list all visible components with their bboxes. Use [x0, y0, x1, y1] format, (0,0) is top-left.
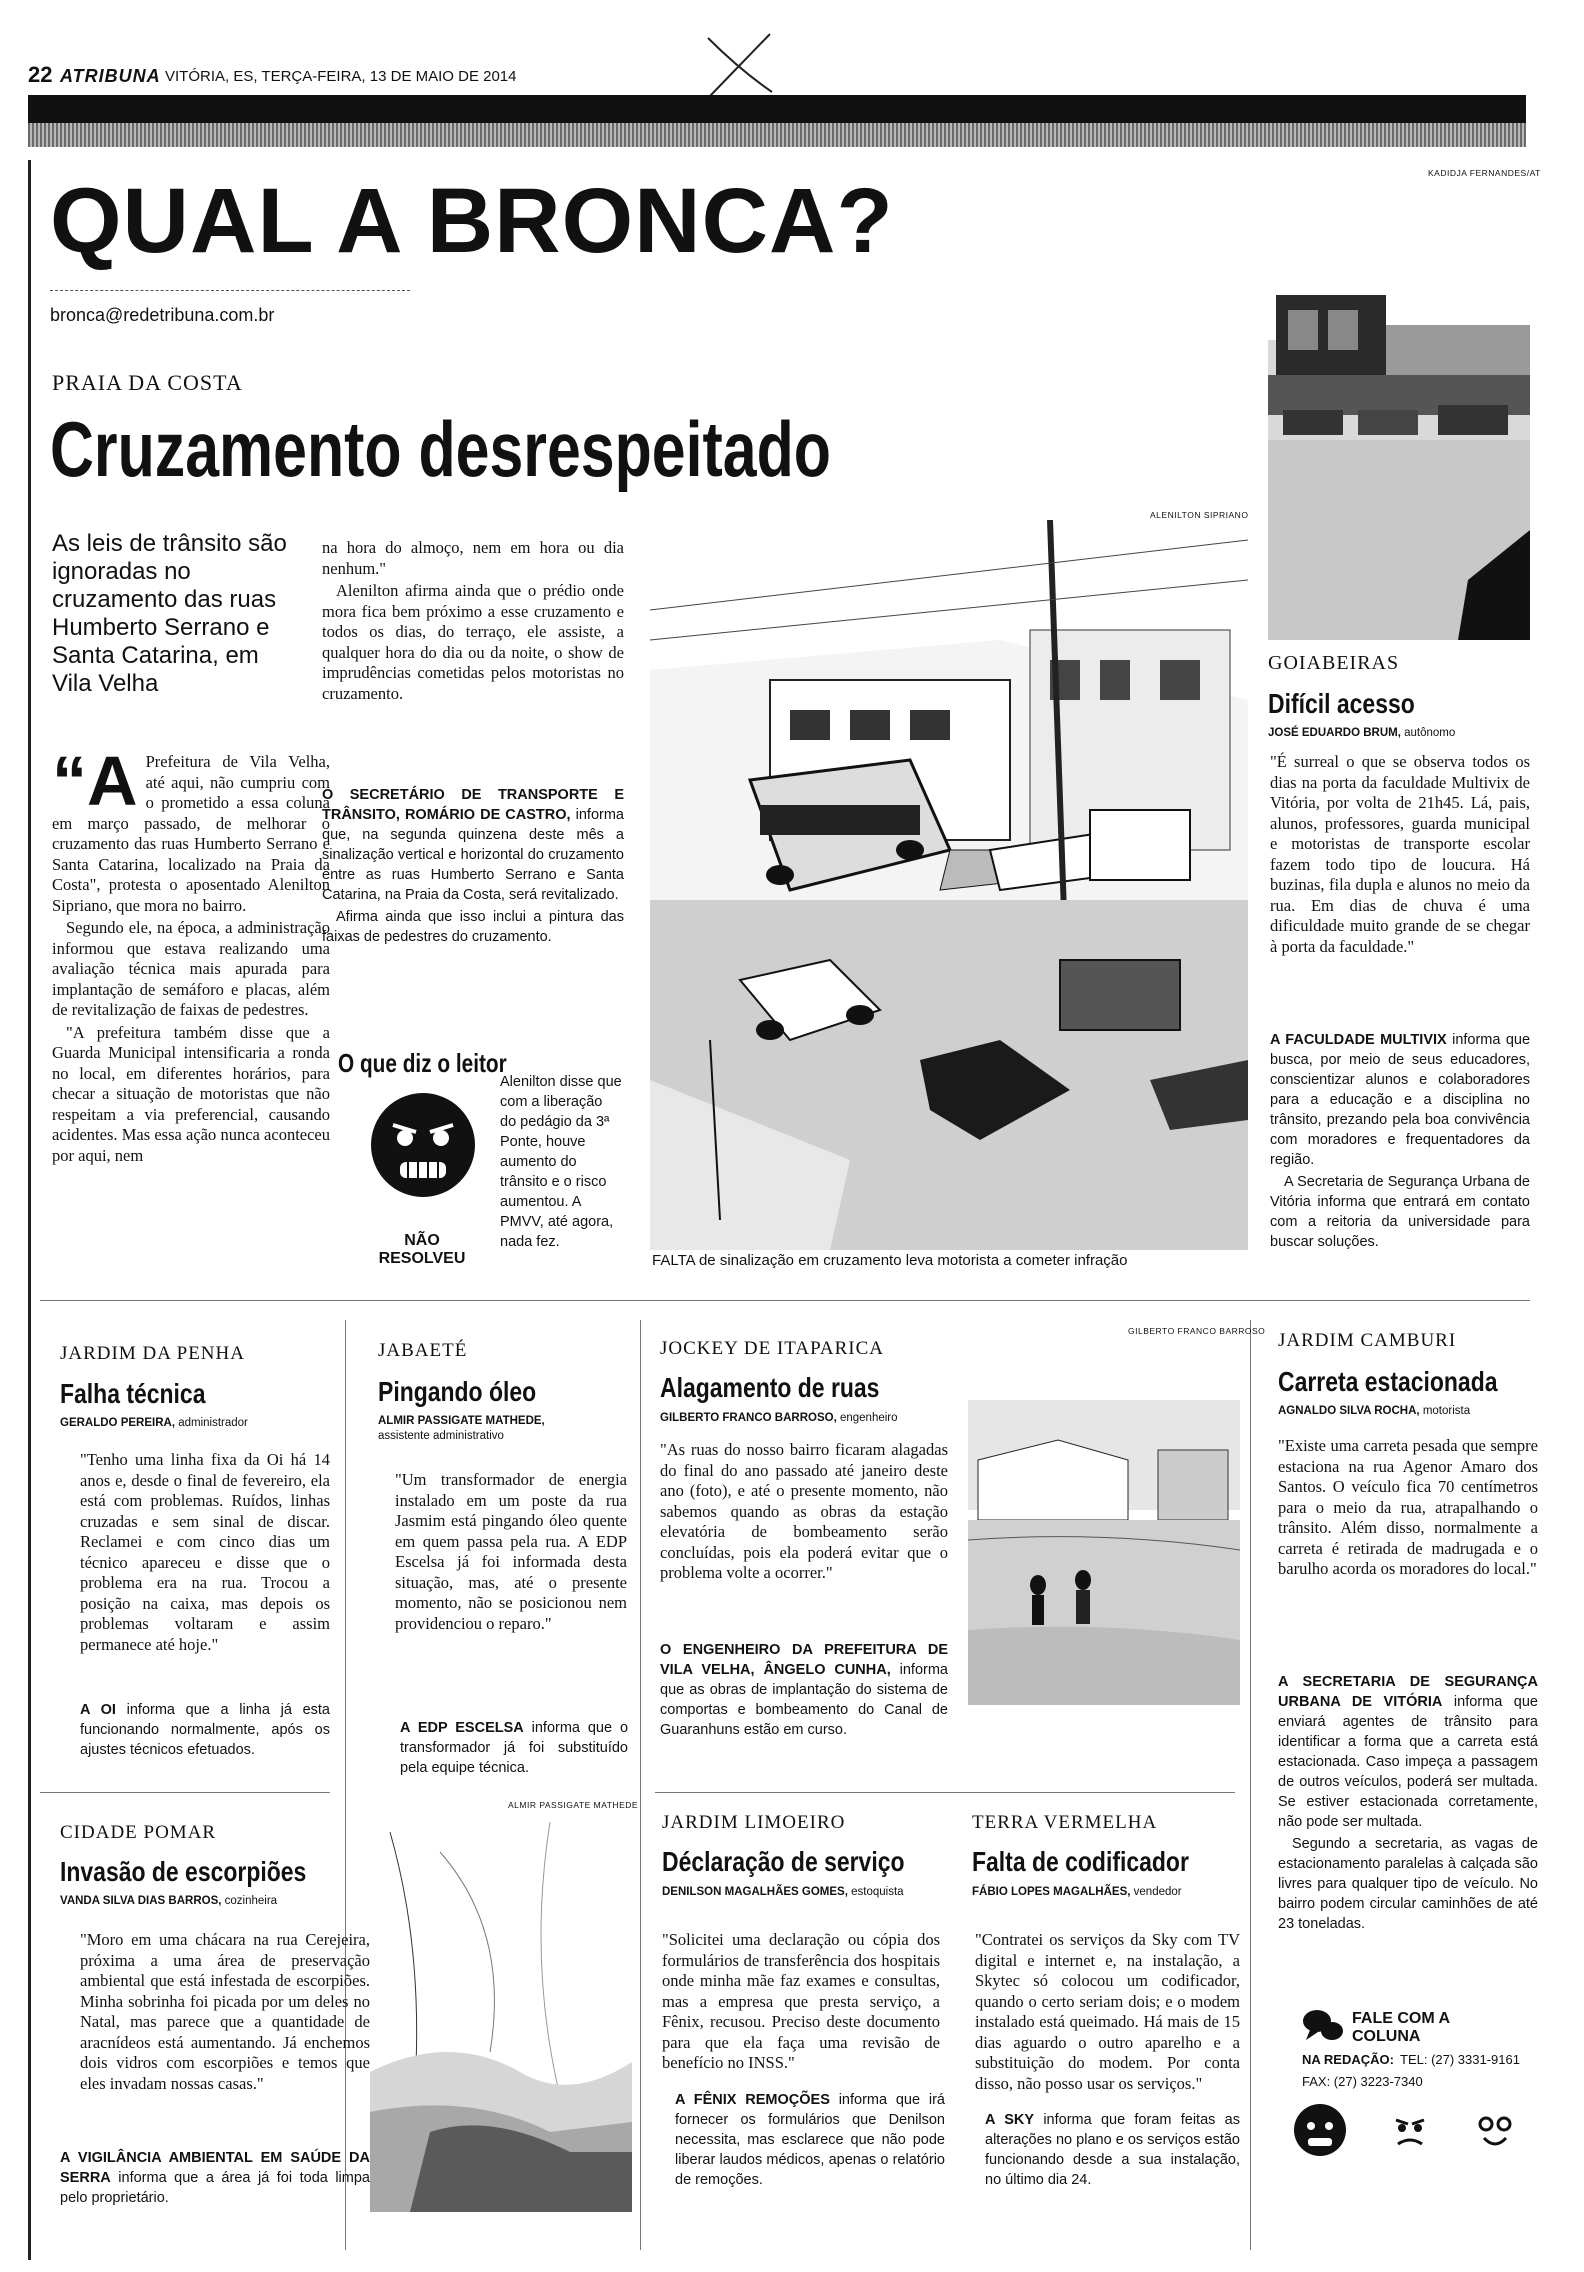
- jabaete-title: Pingando óleo: [378, 1376, 537, 1407]
- limoeiro-title: Déclaração de serviço: [662, 1846, 905, 1877]
- contact-tel[interactable]: TEL: (27) 3331-9161: [1400, 2052, 1520, 2067]
- main-response: [322, 785, 624, 949]
- camburi-kicker: JARDIM CAMBURI: [1278, 1330, 1457, 1351]
- main-title: Cruzamento desrespeitado: [50, 405, 831, 493]
- flood-photo: [968, 1340, 1240, 1705]
- jockey-photo-credit: GILBERTO FRANCO BARROSO: [1128, 1326, 1266, 1336]
- column-email[interactable]: bronca@redetribuna.com.br: [50, 305, 275, 325]
- header-texture: [28, 123, 1526, 147]
- terra-byline: FÁBIO LOPES MAGALHÃES, vendedor: [972, 1886, 1182, 1898]
- goiabeiras-byline: JOSÉ EDUARDO BRUM, autônomo: [1268, 727, 1456, 739]
- limoeiro-byline: DENILSON MAGALHÃES GOMES, estoquista: [662, 1886, 904, 1898]
- goiabeiras-kicker: GOIABEIRAS: [1268, 652, 1400, 674]
- limoeiro-response: A FÊNIX REMOÇÕES informa que irá fornecer os formulários que Denilson necessita, mas esclarece que não pode liberar laudos médicos, apenas o relatório de remoções.: [675, 2092, 945, 2188]
- reader-text: Alenilton disse que com a liberação do pedágio da 3ª Ponte, houve aumento do trânsito e o risco aumentou. A PMVV, até agora, nada fez.: [500, 1074, 622, 1250]
- jockey-body: "As ruas do nosso bairro ficaram alagadas do final do ano passado até janeiro deste ano (foto), e até o presente momento, não sabemos quando as obras da estação elevatória de bombeamento serão concluídas, pois ela poderá evitar que o problema volte a ocorrer.": [660, 1440, 948, 1582]
- camburi-response: A SECRETARIA DE SEGURANÇA URBANA DE VITÓRIA informa que enviará agentes de trânsito para identificar a forma que a carreta está estacionada. Caso impeça a passagem de outros veículos, poderá ser multada. Se estiver estacionada corretamente, não pode ser multada. Segundo a secretaria, as vagas de estacionamento paralelas à calçada são livres para qualquer tipo de veículo. No bairro podem circular caminhões de até 23 toneladas.: [1278, 1674, 1538, 1932]
- main-response-lead: O SECRETÁRIO DE TRANSPORTE E TRÂNSITO, ROMÁRIO DE CASTRO,: [322, 787, 624, 823]
- dateline: VITÓRIA, ES, TERÇA-FEIRA, 13 DE MAIO DE 2014: [165, 68, 517, 85]
- pomar-response: A VIGILÂNCIA AMBIENTAL EM SAÚDE DA SERRA informa que a área já foi toda limpa pelo proprietário.: [60, 2150, 370, 2206]
- main-response-text: informa que, na segunda quinzena deste mês a sinalização vertical e horizontal do cruzamento entre as ruas Humberto Serrano e Santa Catarina, na Praia da Costa, será revitalizado.: [322, 807, 624, 903]
- terra-response: A SKY informa que foram feitas as alterações no plano e os serviços estão funcionando desde a sua instalação, no último dia 24.: [985, 2112, 1240, 2188]
- goiabeiras-response: A FACULDADE MULTIVIX informa que busca, por meio de seus educadores, conscientizar alunos e colaboradores para a educação e a disciplina no trânsito, prezando pela boa convivência com moradores e frequentadores da região. A Secretaria de Segurança Urbana de Vitória informa que entrará em contato com a reitoria da universidade para buscar soluções.: [1270, 1032, 1531, 1250]
- row-divider-mid: [655, 1792, 1235, 1793]
- main-paragraph-5: Alenilton afirma ainda que o prédio onde mora fica bem próximo a esse cruzamento e todos os dias, do terraço, ele assiste, a qualquer hora do dia ou da noite, o show de imprudências cometidas pelos motoristas no cruzamento.: [322, 581, 624, 703]
- header-rule: [28, 95, 1526, 123]
- main-paragraph-4: na hora do almoço, nem em hora ou dia nenhum.": [322, 538, 624, 578]
- contact-label: NA REDAÇÃO:: [1302, 2052, 1394, 2067]
- limoeiro-kicker: JARDIM LIMOEIRO: [662, 1812, 846, 1833]
- pomar-kicker: CIDADE POMAR: [60, 1822, 217, 1843]
- jockey-byline: GILBERTO FRANCO BARROSO, engenheiro: [660, 1412, 898, 1424]
- jockey-kicker: JOCKEY DE ITAPARICA: [660, 1338, 885, 1359]
- main-photo-caption: FALTA de sinalização em cruzamento leva motorista a cometer infração: [652, 1252, 1128, 1269]
- reader-title: O que diz o leitor: [338, 1048, 507, 1078]
- pomar-title: Invasão de escorpiões: [60, 1856, 307, 1887]
- handwritten-mark-icon: [700, 30, 780, 100]
- faculty-building-photo: [1268, 280, 1530, 640]
- dropcap: A: [87, 742, 138, 820]
- angry-face-icon: [368, 1090, 478, 1200]
- jabaete-byline-name: ALMIR PASSIGATE MATHEDE,: [378, 1415, 545, 1427]
- jabaete-byline-role: assistente administrativo: [378, 1430, 504, 1442]
- contact-title: FALE COM A COLUNA: [1352, 2010, 1450, 2045]
- terra-body: "Contratei os serviços da Sky com TV digital e internet e, na instalação, a Skytec só colocou um codificador, quando o certo seriam dois; e o modem instalado está queimado. Há mais de 15 dias aguardo o outro aparelho e a substituição do modem. Por conta disso, não posso usar os serviços.": [975, 1930, 1240, 2093]
- goiabeiras-title: Difícil acesso: [1268, 688, 1415, 719]
- camburi-body: "Existe uma carreta pesada que sempre estaciona na rua Agenor Amaro dos Santos. O veículo fica 70 centímetros para o meio da rua, atrapalhando o trânsito. Além disso, normalmente a carreta é retirada de madrugada e o barulho acorda os moradores do local.": [1278, 1436, 1538, 1578]
- jockey-response: O ENGENHEIRO DA PREFEITURA DE VILA VELHA, ÂNGELO CUNHA, informa que as obras de implantação do sistema de comportas e bombeamento do Canal de Guaranhuns estão em curso.: [660, 1642, 948, 1738]
- main-response-2: Afirma ainda que isso inclui a pintura das faixas de pedestres do cruzamento.: [322, 909, 624, 945]
- pomar-photo-credit: ALMIR PASSIGATE MATHEDE: [508, 1800, 639, 1810]
- section-divider: [40, 1300, 1530, 1301]
- penha-byline: GERALDO PEREIRA, administrador: [60, 1417, 248, 1429]
- terra-kicker: TERRA VERMELHA: [972, 1812, 1158, 1833]
- main-column-2: [322, 538, 624, 706]
- main-deck: As leis de trânsito são ignoradas no cruzamento das ruas Humberto Serrano e Santa Catarina, em Vila Velha: [52, 530, 287, 697]
- row-divider-left: [40, 1792, 330, 1793]
- column-title: QUAL A BRONCA?: [50, 170, 894, 272]
- penha-response: A OI informa que a linha já esta funcionando normalmente, após os ajustes técnicos efetuados.: [80, 1702, 330, 1758]
- camburi-byline: AGNALDO SILVA ROCHA, motorista: [1278, 1405, 1471, 1417]
- speech-bubbles-icon: [1302, 2008, 1344, 2046]
- penha-kicker: JARDIM DA PENHA: [60, 1343, 245, 1364]
- newspaper-logo: ATRIBUNA: [60, 66, 161, 86]
- page-number: 22: [28, 62, 53, 87]
- reader-status: NÃO RESOLVEU: [378, 1232, 466, 1267]
- limoeiro-body: "Solicitei uma declaração ou cópia dos formulários de transferência dos hospitais onde minha mãe faz exames e consultas, mas a empresa que presta serviço, a Fênix, recusou. Preciso deste documento para que ela faça uma revisão de benefício no INSS.": [662, 1930, 940, 2072]
- penha-body: "Tenho uma linha fixa da Oi há 14 anos e, desde o final de fevereiro, ela está com problemas. Ruídos, linhas cruzadas e sem sinal de discar. Reclamei e com cinco dias um técnico apareceu e disse que o problema era na rua. Trocou a posição na caixa, mas depois os problemas voltaram e assim permanece até hoje.": [80, 1450, 330, 1654]
- jabaete-response: A EDP ESCELSA informa que o transformador já foi substituído pela equipe técnica.: [400, 1720, 629, 1776]
- column-rule-3: [1250, 1320, 1251, 2250]
- title-rule: [50, 290, 410, 291]
- terra-title: Falta de codificador: [972, 1846, 1189, 1877]
- scorpion-area-photo: [370, 1812, 632, 2212]
- jabaete-kicker: JABAETÉ: [378, 1340, 468, 1361]
- main-paragraph-3: "A prefeitura também disse que a Guarda Municipal intensificaria a ronda no local, em diferentes horários, para checar a situação de motoristas que não respeitam a via preferencial, causando acidentes. Mas essa ação nunca aconteceu por aqui, nem: [52, 1022, 330, 1165]
- camburi-title: Carreta estacionada: [1278, 1366, 1498, 1397]
- jabaete-body: "Um transformador de energia instalado em um poste da rua Jasmim está pingando óleo quente em quem passa pela rua. A EDP Escelsa já foi informada desta situação, mas, até o presente momento, não se posicionou nem providenciou o reparo.": [395, 1470, 627, 1633]
- main-photo-credit: ALENILTON SIPRIANO: [1150, 510, 1249, 520]
- jockey-title: Alagamento de ruas: [660, 1372, 880, 1403]
- pomar-body: "Moro em uma chácara na rua Cerejeira, próxima a uma área de preservação ambiental que está infestada de escorpiões. Minha sobrinha foi picada por um deles no Natal, mas parece que a quantidade de aracnídeos está aumentando. Já enchemos dois vidros com escorpiões e temos que eles invadam nossas casas.": [80, 1930, 370, 2093]
- contact-fax[interactable]: FAX: (27) 3223-7340: [1302, 2074, 1423, 2089]
- main-paragraph-1: Prefeitura de Vila Velha, até aqui, não cumpriu com o prometido a essa coluna em março passado, de melhorar o cruzamento das ruas Humberto Serrano e Santa Catarina, localizado na Praia da Costa", protesta o aposentado Alenilton Sipriano, que mora no bairro.: [52, 752, 330, 915]
- left-margin-rule: [28, 160, 31, 2260]
- intersection-photo: [650, 520, 1248, 1250]
- rating-faces-icon: [1290, 2100, 1540, 2160]
- main-column-1: “A Prefeitura de Vila Velha, até aqui, não cumpriu com o prometido a essa coluna em março passado, de melhorar o cruzamento das ruas Humberto Serrano e Santa Catarina, localizado na Praia da Costa", protesta o aposentado Alenilton Sipriano, que mora no bairro. Segundo ele, na época, a administração informou que estava realizando uma avaliação técnica mais apurada para implantação de semáforo e placas, além de revitalização de faixas de pedestres. "A prefeitura também disse que a Guarda Municipal intensificaria a ronda no local, em diferentes horários, para checar a situação de motoristas que não respeitam a via preferencial, causando acidentes. Mas essa ação nunca aconteceu por aqui, nem: [52, 742, 330, 1165]
- penha-title: Falha técnica: [60, 1378, 206, 1409]
- photo-credit-top: KADIDJA FERNANDES/AT: [1428, 168, 1541, 178]
- goiabeiras-body: "É surreal o que se observa todos os dias na porta da faculdade Multivix de Vitória, por volta de 21h45. Lá, pais, alunos, professores, guarda municipal e motoristas de transporte escolar fazem todo tipo de loucura. Há buzinas, fila dupla e alunos no meio da rua. Em dias de chuva é uma dificuldade muito grande de se chegar à porta da faculdade.": [1270, 752, 1530, 956]
- column-rule-1: [345, 1320, 346, 2250]
- main-kicker: PRAIA DA COSTA: [52, 370, 243, 395]
- pomar-byline: VANDA SILVA DIAS BARROS, cozinheira: [60, 1895, 278, 1907]
- main-paragraph-2: Segundo ele, na época, a administração informou que estava realizando uma avaliação técnica mais apurada para implantação de semáforo e placas, além de revitalização de faixas de pedestres.: [52, 918, 330, 1019]
- column-rule-2: [640, 1320, 641, 2250]
